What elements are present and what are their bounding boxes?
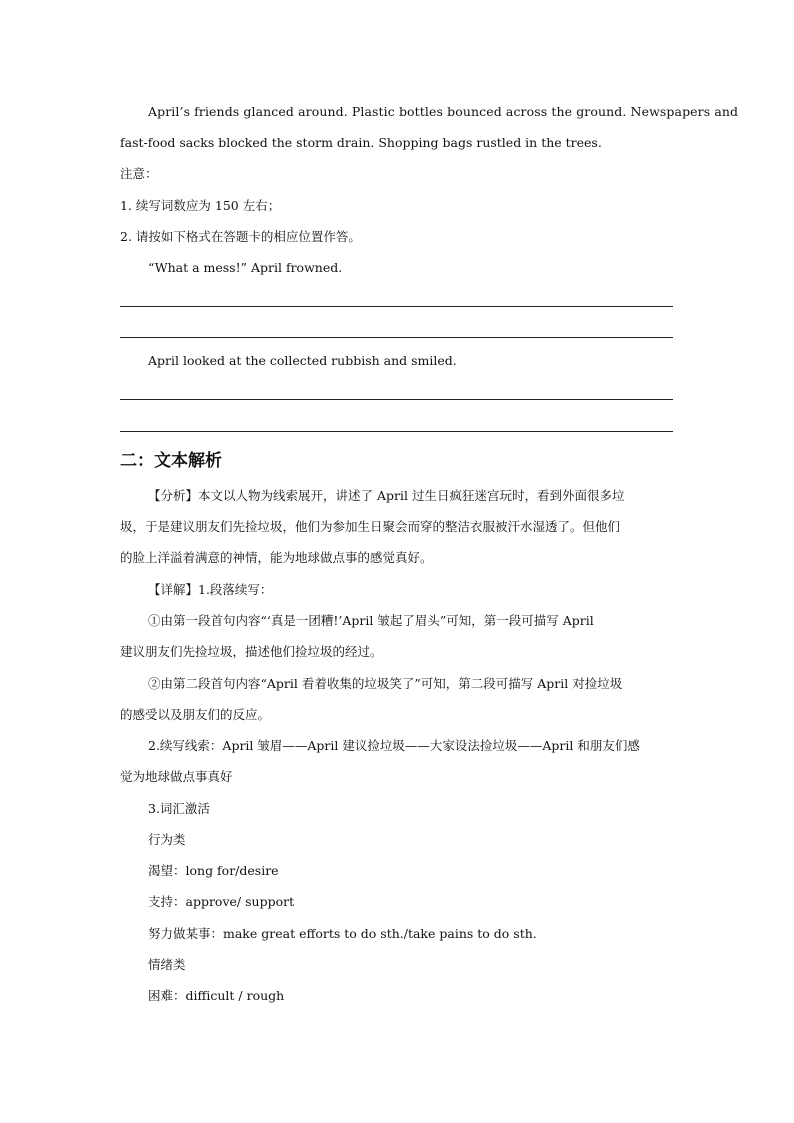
- detail-title: 【详解】1.段落续写：: [148, 582, 273, 597]
- answer-line: [120, 431, 673, 432]
- answer-line: [120, 399, 673, 400]
- vocab-title: 3.词汇激活: [148, 801, 210, 816]
- notes-title: 注意：: [120, 166, 158, 181]
- clue-line-2: 觉为地球做点事真好: [120, 769, 233, 784]
- section-heading: 二：文本解析: [120, 451, 222, 471]
- answer-line: [120, 337, 673, 338]
- story-paragraph-line-2: fast-food sacks blocked the storm drain. Shopping bags rustled in the trees.: [120, 135, 602, 150]
- point-1-line-1: ①由第一段首句内容“‘真是一团糟!’April 皱起了眉头”可知，第一段可描写 April: [148, 613, 594, 628]
- analysis-line-2: 圾，于是建议朋友们先捡垃圾，他们为参加生日聚会而穿的整洁衣服被汗水湿透了。但他们: [120, 519, 621, 534]
- point-2-line-1: ②由第二段首句内容“April 看着收集的垃圾笑了”可知，第二段可描写 April 对捡垃圾: [148, 676, 623, 691]
- paragraph-2-start: April looked at the collected rubbish and smiled.: [148, 353, 457, 368]
- paragraph-1-start: “What a mess!” April frowned.: [148, 260, 343, 275]
- category-behavior: 行为类: [148, 832, 186, 847]
- answer-line: [120, 306, 673, 307]
- point-2-line-2: 的感受以及朋友们的反应。: [120, 707, 271, 722]
- notes-item-1: 1. 续写词数应为 150 左右；: [120, 198, 281, 213]
- vocab-item: 渴望：long for/desire: [148, 863, 279, 878]
- vocab-item: 支持：approve/ support: [148, 894, 295, 909]
- category-emotion: 情绪类: [148, 957, 186, 972]
- clue-line-1: 2.续写线索：April 皱眉——April 建议捡垃圾——大家设法捡垃圾——April 和朋友们感: [148, 738, 640, 753]
- story-paragraph-line-1: April’s friends glanced around. Plastic bottles bounced across the ground. Newspapers and: [148, 104, 739, 119]
- analysis-line-1: 【分析】本文以人物为线索展开，讲述了 April 过生日疯狂迷宫玩时，看到外面很多垃: [148, 488, 625, 503]
- point-1-line-2: 建议朋友们先捡垃圾，描述他们捡垃圾的经过。: [120, 644, 383, 659]
- notes-item-2: 2. 请按如下格式在答题卡的相应位置作答。: [120, 229, 361, 244]
- analysis-line-3: 的脸上洋溢着满意的神情，能为地球做点事的感觉真好。: [120, 550, 433, 565]
- vocab-item: 努力做某事：make great efforts to do sth./take pains to do sth.: [148, 926, 537, 941]
- vocab-item: 困难：difficult / rough: [148, 988, 285, 1003]
